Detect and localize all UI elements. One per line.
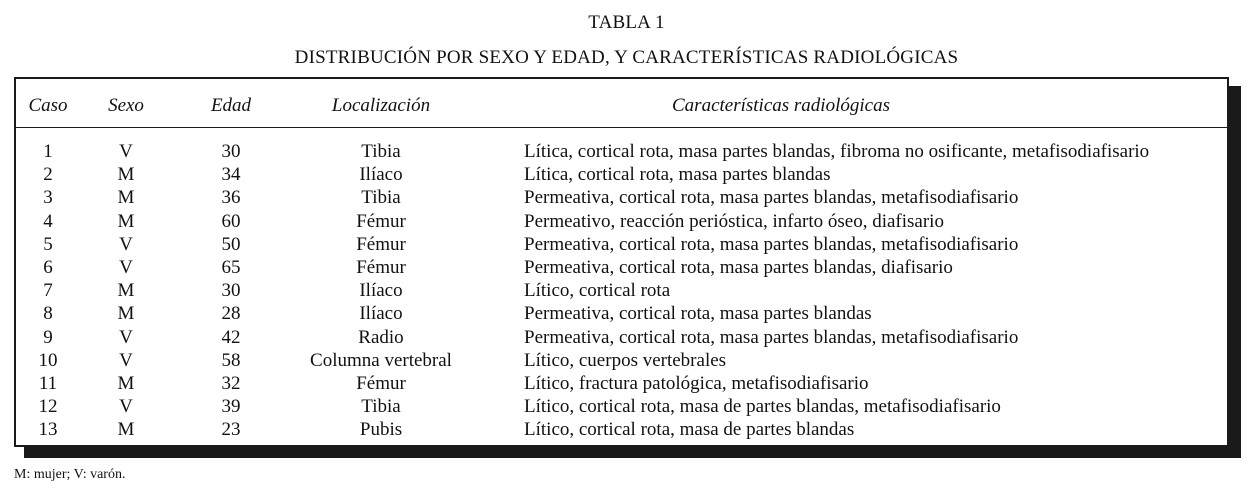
cell-sexo: V — [119, 141, 133, 162]
cell-caso: 12 — [38, 396, 58, 418]
cell-sexo: M — [117, 187, 135, 209]
cell-sexo: V — [119, 349, 133, 371]
cell-localizacion: Fémur — [356, 256, 406, 278]
cell-caracteristicas: Lítico, cortical rota — [524, 280, 671, 302]
cell-localizacion: Fémur — [356, 372, 406, 394]
cell-edad: 58 — [221, 349, 241, 371]
cell-edad: 30 — [221, 141, 241, 162]
table-body — [16, 140, 1227, 441]
cell-localizacion: Ilíaco — [359, 280, 403, 302]
cell-localizacion: Fémur — [356, 233, 406, 255]
table-row — [16, 349, 1227, 372]
cell-edad: 39 — [221, 396, 241, 418]
cell-sexo: V — [119, 326, 133, 348]
cell-sexo: M — [117, 280, 135, 302]
cell-edad: 65 — [221, 256, 241, 278]
table-footnote: M: mujer; V: varón. — [14, 467, 126, 482]
cell-caso: 6 — [43, 256, 53, 278]
header-localizacion: Localización — [331, 95, 431, 116]
cell-localizacion: Radio — [358, 326, 404, 348]
cell-caso: 11 — [38, 372, 58, 394]
cell-caso: 4 — [43, 210, 53, 232]
cell-caso: 13 — [38, 419, 58, 441]
cell-sexo: M — [117, 372, 135, 394]
cell-caracteristicas: Permeativa, cortical rota, masa partes blandas, metafisodiafisario — [524, 233, 1019, 255]
cell-caso: 3 — [43, 187, 53, 209]
table-row — [16, 140, 1227, 163]
cell-caso: 8 — [43, 303, 53, 325]
table-row — [16, 210, 1227, 233]
cell-edad: 36 — [221, 187, 241, 209]
cell-caso: 10 — [38, 349, 58, 371]
cell-edad: 42 — [221, 326, 241, 348]
table-row — [16, 395, 1227, 418]
cell-caracteristicas: Lítico, cortical rota, masa de partes blandas — [524, 419, 855, 441]
cell-localizacion: Tibia — [361, 396, 401, 418]
cell-sexo: M — [117, 210, 135, 232]
table-row — [16, 163, 1227, 186]
table-row — [16, 372, 1227, 395]
table-row — [16, 326, 1227, 349]
cell-edad: 23 — [221, 419, 241, 441]
cell-sexo: V — [119, 256, 133, 278]
cell-localizacion: Fémur — [356, 210, 406, 232]
cell-edad: 32 — [221, 372, 241, 394]
table-row — [16, 233, 1227, 256]
cell-sexo: M — [117, 303, 135, 325]
cell-sexo: M — [117, 419, 135, 441]
cell-localizacion: Tibia — [361, 141, 401, 162]
cell-caracteristicas: Permeativo, reacción perióstica, infarto óseo, diafisario — [524, 210, 944, 232]
cell-localizacion: Pubis — [359, 419, 403, 441]
table-box — [14, 77, 1229, 447]
cell-sexo: V — [119, 396, 133, 418]
cell-caso: 2 — [43, 164, 53, 186]
table-row — [16, 279, 1227, 302]
header-sexo: Sexo — [108, 95, 144, 116]
cell-localizacion: Ilíaco — [359, 164, 403, 186]
cell-localizacion: Tibia — [361, 187, 401, 209]
cell-localizacion: Ilíaco — [359, 303, 403, 325]
table-row — [16, 418, 1227, 441]
cell-caso: 9 — [43, 326, 53, 348]
cell-sexo: M — [117, 164, 135, 186]
header-edad: Edad — [210, 95, 252, 116]
cell-edad: 60 — [221, 210, 241, 232]
header-caracteristicas: Características radiológicas — [672, 95, 890, 116]
cell-caracteristicas: Lítica, cortical rota, masa partes blandas — [524, 164, 831, 186]
cell-caracteristicas: Lítica, cortical rota, masa partes blandas, fibroma no osificante, metafisodiafisario — [524, 141, 1150, 162]
cell-caracteristicas: Permeativa, cortical rota, masa partes blandas, metafisodiafisario — [524, 326, 1019, 348]
cell-edad: 30 — [221, 280, 241, 302]
cell-caracteristicas: Permeativa, cortical rota, masa partes blandas — [524, 303, 872, 325]
cell-edad: 50 — [221, 233, 241, 255]
cell-localizacion: Columna vertebral — [310, 349, 452, 371]
cell-sexo: V — [119, 233, 133, 255]
cell-caso: 7 — [43, 280, 53, 302]
header-divider — [16, 127, 1227, 128]
table-row — [16, 186, 1227, 209]
cell-caso: 1 — [43, 141, 53, 162]
cell-edad: 28 — [221, 303, 241, 325]
cell-caso: 5 — [43, 233, 53, 255]
table-subtitle: DISTRIBUCIÓN POR SEXO Y EDAD, Y CARACTERÍSTICAS RADIOLÓGICAS — [294, 47, 959, 68]
table-title: TABLA 1 — [588, 12, 665, 33]
cell-caracteristicas: Lítico, cortical rota, masa de partes blandas, metafisodiafisario — [524, 396, 1001, 418]
table-row — [16, 256, 1227, 279]
cell-caracteristicas: Lítico, fractura patológica, metafisodiafisario — [524, 372, 869, 394]
header-caso: Caso — [28, 95, 68, 116]
table-row — [16, 302, 1227, 325]
cell-caracteristicas: Lítico, cuerpos vertebrales — [524, 349, 727, 371]
cell-caracteristicas: Permeativa, cortical rota, masa partes blandas, diafisario — [524, 256, 953, 278]
cell-caracteristicas: Permeativa, cortical rota, masa partes blandas, metafisodiafisario — [524, 187, 1019, 209]
cell-edad: 34 — [221, 164, 241, 186]
